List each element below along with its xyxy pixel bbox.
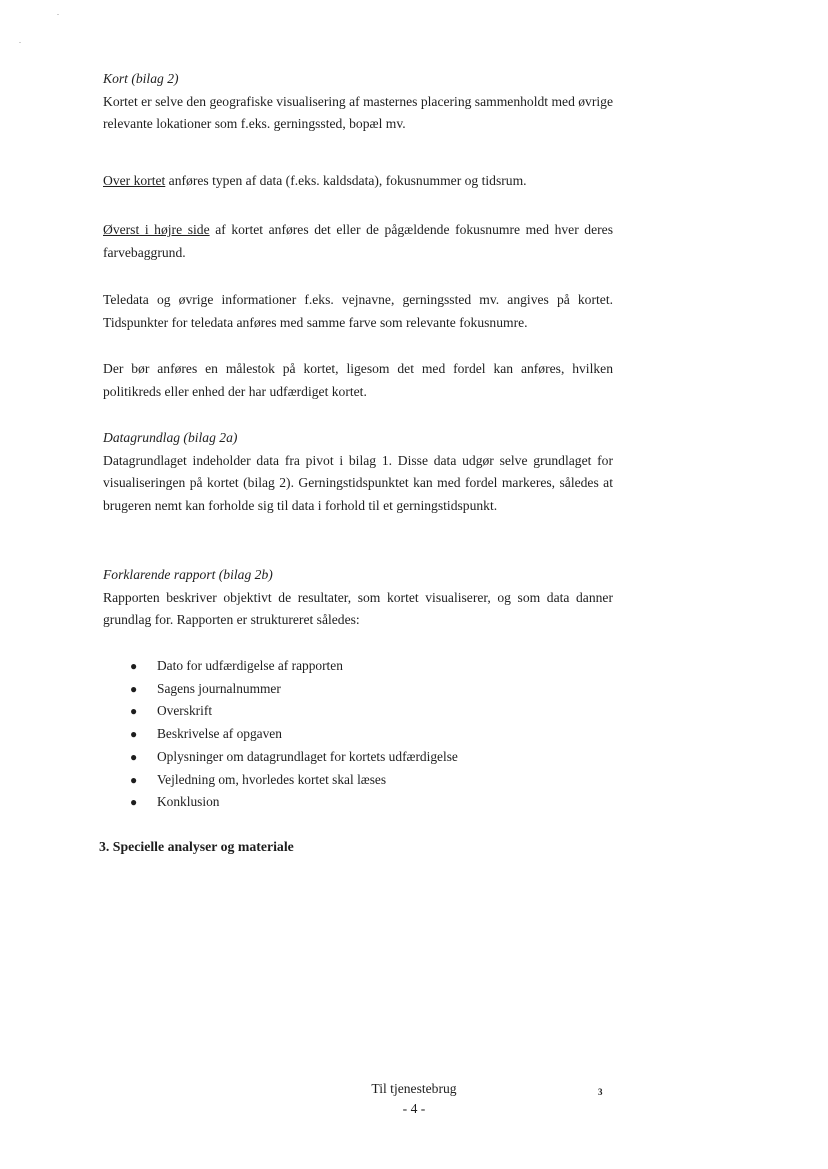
oeverst-lead: Øverst i højre side <box>103 222 210 237</box>
rapport-structure-list <box>130 655 458 814</box>
bullet-icon: ● <box>130 659 138 673</box>
rapport-text: Rapporten beskriver objektivt de resultater, som kortet visualiserer, og som data danner grundlag for. Rapporten er struktureret således: <box>103 589 613 627</box>
page-number: - 4 - <box>402 1101 426 1116</box>
bullet-icon: ● <box>130 727 138 742</box>
over-kortet-lead: Over kortet <box>103 173 166 188</box>
section-datagrundlag <box>103 427 613 517</box>
datagrundlag-heading: Datagrundlag (bilag 2a) <box>103 430 238 445</box>
paragraph-teledata <box>103 289 613 334</box>
list-item-text: Oplysninger om datagrundlaget for kortets udfærdigelse <box>157 748 458 764</box>
list-item-text: Sagens journalnummer <box>157 680 281 696</box>
datagrundlag-text: Datagrundlaget indeholder data fra pivot i bilag 1. Disse data udgør selve grundlaget for visualiseringen på kortet (bilag 2). Gerningstidspunktet kan med fordel markeres, således at brugeren nemt kan forholde sig til data i forhold til et gerningstidspunkt. <box>103 452 613 513</box>
paragraph-oeverst <box>103 219 613 264</box>
list-item-text: Vejledning om, hvorledes kortet skal læses <box>157 771 387 787</box>
kort-heading: Kort (bilag 2) <box>103 71 179 86</box>
list-item <box>130 655 458 678</box>
list-item-text: Konklusion <box>157 794 220 810</box>
list-item <box>130 700 458 723</box>
paragraph-maalestok <box>103 358 613 403</box>
bullet-icon: ● <box>130 749 138 764</box>
section-rapport <box>103 564 613 632</box>
rapport-heading: Forklarende rapport (bilag 2b) <box>103 567 273 582</box>
list-item <box>130 678 458 701</box>
list-item <box>130 769 458 792</box>
scan-speck <box>19 42 21 43</box>
list-item-text: Overskrift <box>157 703 213 719</box>
over-kortet-text: anføres typen af data (f.eks. kaldsdata), fokusnummer og tidsrum. <box>165 173 527 188</box>
bullet-icon: ● <box>130 772 138 787</box>
bullet-icon: ● <box>130 704 138 719</box>
footer-classification: Til tjenestebrug <box>371 1081 457 1096</box>
page-mark: 3 <box>598 1087 603 1097</box>
kort-text: Kortet er selve den geografiske visualisering af masternes placering sammenholdt med øvrige relevante lokationer som f.eks. gerningssted, bopæl mv. <box>103 93 613 131</box>
oeverst-text: af kortet anføres det eller de pågældende fokusnumre med hver deres farvebaggrund. <box>103 222 613 260</box>
section-kort <box>103 68 613 136</box>
list-item <box>130 723 458 746</box>
maalestok-text: Der bør anføres en målestok på kortet, ligesom det med fordel kan anføres, hvilken politikreds eller enhed der har udfærdiget kortet. <box>103 361 613 399</box>
list-item <box>130 791 458 814</box>
scan-speck <box>57 14 59 15</box>
bullet-icon: ● <box>130 795 138 810</box>
list-item-text: Dato for udfærdigelse af rapporten <box>157 658 343 673</box>
section-3-heading: 3. Specielle analyser og materiale <box>99 839 294 854</box>
bullet-icon: ● <box>130 681 138 696</box>
paragraph-over-kortet <box>103 170 613 193</box>
list-item <box>130 746 458 769</box>
list-item-text: Beskrivelse af opgaven <box>157 726 282 742</box>
teledata-text: Teledata og øvrige informationer f.eks. vejnavne, gerningssted mv. angives på kortet. Tidspunkter for teledata anføres med samme farve som relevante fokusnumre. <box>103 292 613 330</box>
